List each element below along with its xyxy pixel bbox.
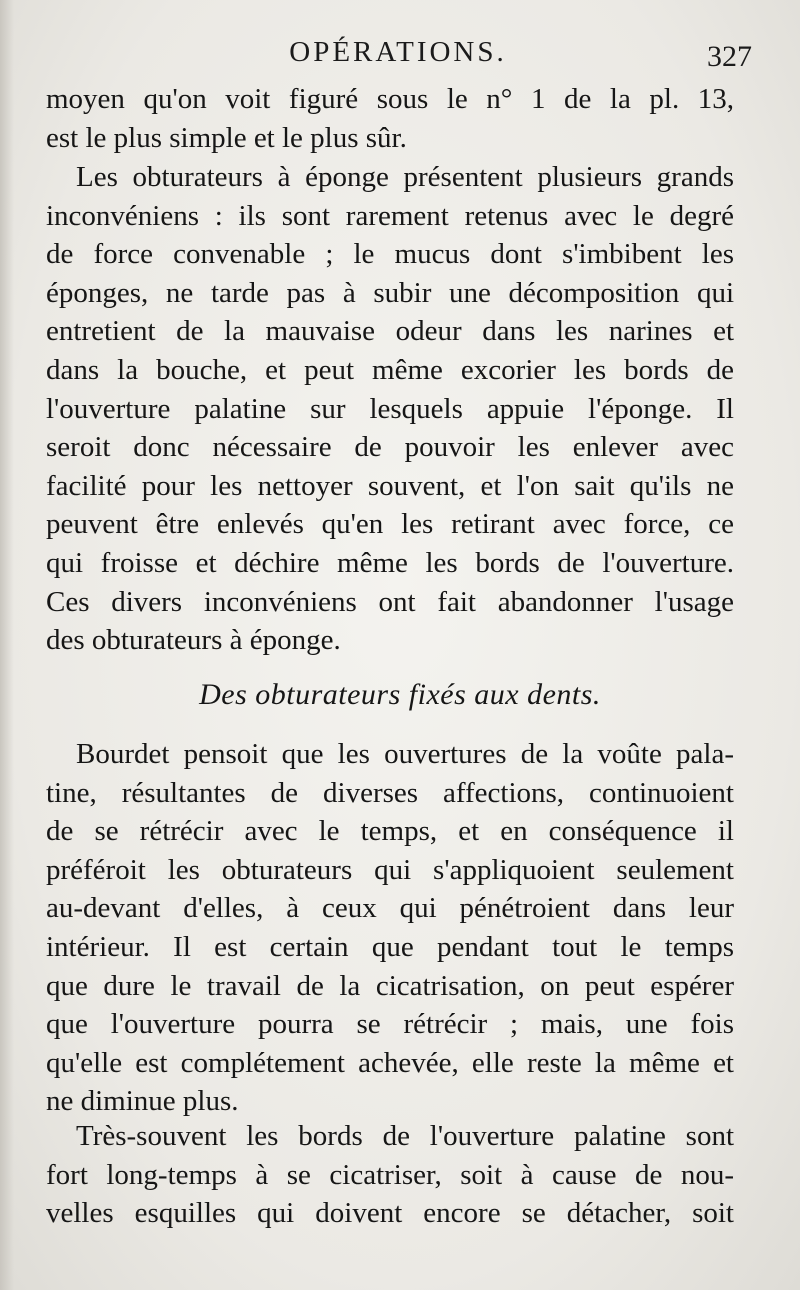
text-line: inconvéniens : ils sont rarement retenus avec le degré <box>46 199 734 232</box>
text-line: des obturateurs à éponge. <box>46 624 341 657</box>
paragraph-cicatrisation <box>46 1117 734 1233</box>
running-title: OPÉRATIONS. <box>289 36 507 68</box>
section-heading: Des obturateurs fixés aux dents. <box>199 678 601 711</box>
text-line: Bourdet pensoit que les ouvertures de la voûte pala- <box>76 738 734 770</box>
text-line: peuvent être enlevés qu'en les retirant avec force, ce <box>46 508 734 541</box>
paragraph-sponge-obturators <box>46 158 734 660</box>
text-line: qui froisse et déchire même les bords de l'ouverture. <box>46 546 734 579</box>
page-number: 327 <box>707 40 752 73</box>
text-line: Les obturateurs à éponge présentent plusieurs grands <box>76 161 734 193</box>
text-line: de force convenable ; le mucus dont s'imbibent les <box>46 238 734 271</box>
text-line: ne diminue plus. <box>46 1085 239 1118</box>
text-line: l'ouverture palatine sur lesquels appuie l'éponge. Il <box>46 392 734 425</box>
text-line: facilité pour les nettoyer souvent, et l'on sait qu'ils ne <box>46 469 734 502</box>
text-line: préféroit les obturateurs qui s'appliquoient seulement <box>46 853 734 886</box>
text-line: entretient de la mauvaise odeur dans les narines et <box>46 315 734 348</box>
text-line: tine, résultantes de diverses affections, continuoient <box>46 776 734 809</box>
page-header <box>44 30 752 78</box>
text-line: fort long-temps à se cicatriser, soit à cause de nou- <box>46 1158 734 1191</box>
text-line: au-devant d'elles, à ceux qui pénétroient dans leur <box>46 892 734 925</box>
text-line: que dure le travail de la cicatrisation, on peut espérer <box>46 969 734 1002</box>
text-line: qu'elle est complétement achevée, elle reste la même et <box>46 1046 734 1079</box>
text-line: de se rétrécir avec le temps, et en conséquence il <box>46 815 734 848</box>
text-line: éponges, ne tarde pas à subir une décomposition qui <box>46 276 734 309</box>
text-line: dans la bouche, et peut même excorier les bords de <box>46 353 734 386</box>
text-line: que l'ouverture pourra se rétrécir ; mais, une fois <box>46 1008 734 1041</box>
text-line: moyen qu'on voit figuré sous le n° 1 de la pl. 13, <box>46 83 734 115</box>
text-line: Ces divers inconvéniens ont fait abandonner l'usage <box>46 585 734 618</box>
text-line: velles esquilles qui doivent encore se détacher, soit <box>46 1197 734 1230</box>
text-line: est le plus simple et le plus sûr. <box>46 121 407 154</box>
paragraph-continuation <box>46 80 734 157</box>
text-line: Très-souvent les bords de l'ouverture palatine sont <box>76 1120 734 1152</box>
text-line: intérieur. Il est certain que pendant tout le temps <box>46 930 734 963</box>
text-line: seroit donc nécessaire de pouvoir les enlever avec <box>46 431 734 464</box>
paragraph-bourdet <box>46 735 734 1121</box>
binding-shadow <box>0 0 14 1290</box>
